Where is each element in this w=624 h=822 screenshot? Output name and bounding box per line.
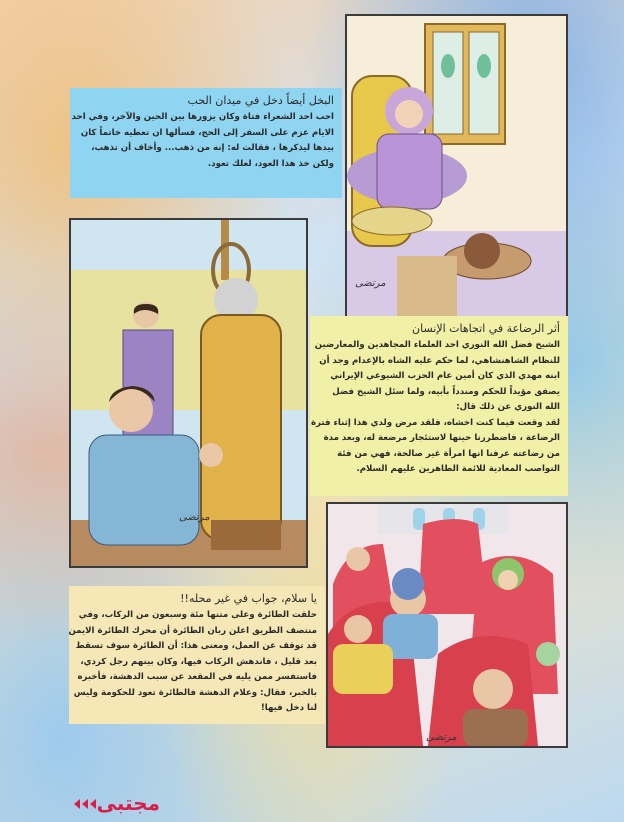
box1-line: احب احد الشعراء فتاة وكان يزورها بين الحين والآخر، وفي احد <box>71 112 334 122</box>
box1-title: البخل أيضاً دخل في ميدان الحب <box>187 94 334 107</box>
box2-line: الرضاعة ، فاضطررنا حينها لاستئجار مرضعة له، وبعد مدة <box>323 433 560 443</box>
box3-line: منتصف الطريق اعلن ربان الطائرة أن محرك الطائرة الايمن <box>68 625 317 636</box>
box2-line: من رضاعته عرفنا انها امرأة غير صالحة، فهي من فئة <box>337 448 560 459</box>
logo-text: مجتبى <box>96 791 160 815</box>
box3-line: لنا دخل فيها! <box>260 703 317 713</box>
svg-text:مرتضى: مرتضى <box>179 512 210 523</box>
illustration-woman-chair <box>345 14 568 318</box>
magazine-logo <box>72 790 162 816</box>
box2-title: أثر الرضاعة في اتجاهات الإنسان <box>412 322 560 335</box>
box1-line: الايام عزم على السفر إلى الحج، فسألها ان تعطيه خاتماً كان <box>80 127 334 138</box>
box1-line: ولكن خذ هذا العود، لعلك تعود. <box>207 158 334 169</box>
box3-line: بعد قليل ، فاندهش الركاب فيها، وكان بينهم رجل كردي، <box>80 656 317 667</box>
box3-title: يا سلام، جواب في غير محله!! <box>180 592 317 605</box>
box1-body <box>71 110 334 172</box>
box2-body <box>310 338 560 478</box>
svg-text:مرتضى: مرتضى <box>355 278 386 289</box>
box2-line: الشيخ فضل الله النوري احد العلماء المجاهدين والمعارضين <box>314 340 560 350</box>
box3-line: بالخبر، فقال: وعلام الدهشة فالطائرة تعود للحكومة وليس <box>73 687 317 698</box>
box3-line: فاستفسر ممن يليه في المقعد عن سبب الدهشة، فأخبره <box>77 672 317 682</box>
box2-line: الله النوري عن ذلك قال: <box>456 402 560 412</box>
box3-line: قد توقف عن العمل، ومعنى هذا: أن الطائرة سوف تسقط <box>75 641 317 651</box>
svg-text:مرتضى: مرتضى <box>426 732 457 743</box>
text-box-nursing-influence <box>310 316 568 496</box>
box3-body <box>68 608 317 717</box>
box2-line: للنظام الشاهنشاهي، لما حكم عليه الشاه بالإعدام وجد أن <box>319 355 560 366</box>
text-box-miserliness-love <box>70 88 342 198</box>
illustration-gallows <box>69 218 308 568</box>
box3-line: حلقت الطائرة وعلى متنها مئة وسبعون من الركاب، وفي <box>78 610 317 620</box>
box2-line: لقد وقعت فيما كنت اخشاه، فلقد مرض ولدي هذا إثناء فترة <box>310 417 560 428</box>
text-box-misplaced-answer <box>69 586 325 724</box>
box2-line: ابنه مهدي الذي كان أمين عام الحزب الشيوعي الإيراني <box>330 371 560 381</box>
illustration-airplane <box>326 502 568 748</box>
box2-line: يصفق مؤيداً للحكم ومندداً بأبيه، ولما سئل الشيخ فضل <box>332 386 560 397</box>
box2-line: النواصب المعادية للائمة الطاهرين عليهم السلام. <box>356 464 560 474</box>
box1-line: بيدها ليذكرها ، فقالت له: إنه من ذهب... وأخاف أن تذهب، <box>91 143 334 153</box>
